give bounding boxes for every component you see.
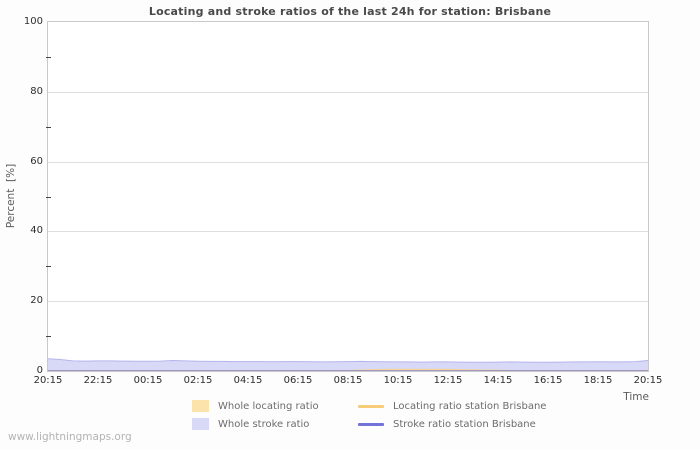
legend-swatch-locating-ratio-station-brisbane	[358, 405, 384, 408]
legend-label: Stroke ratio station Brisbane	[393, 418, 536, 430]
legend-label: Whole stroke ratio	[218, 418, 310, 430]
x-tick-label: 14:15	[483, 375, 513, 386]
plot-area	[47, 21, 649, 372]
x-tick-label: 04:15	[233, 375, 263, 386]
x-tick-label: 20:15	[33, 375, 63, 386]
x-tick-label: 06:15	[283, 375, 313, 386]
legend-swatch-whole-stroke-ratio	[192, 418, 209, 430]
x-tick-label: 10:15	[383, 375, 413, 386]
watermark-text: www.lightningmaps.org	[8, 431, 132, 443]
y-tick-label: 60	[30, 155, 43, 167]
legend-swatch-whole-locating-ratio	[192, 400, 209, 412]
legend-swatch-stroke-ratio-station-brisbane	[358, 423, 384, 426]
x-tick-label: 00:15	[133, 375, 163, 386]
y-tick-label: 40	[30, 225, 43, 237]
plot-canvas	[48, 22, 648, 371]
x-tick-label: 18:15	[583, 375, 613, 386]
x-tick-label: 22:15	[83, 375, 113, 386]
y-tick-label: 0	[36, 365, 43, 376]
legend-label: Locating ratio station Brisbane	[393, 400, 547, 412]
x-tick-label: 12:15	[433, 375, 463, 386]
x-tick-label: 20:15	[633, 375, 663, 386]
legend-row	[192, 415, 546, 433]
x-axis-title: Time	[623, 391, 649, 403]
area-whole-stroke-ratio	[48, 359, 648, 371]
chart-title: Locating and stroke ratios of the last 24h for station: Brisbane	[148, 5, 552, 18]
x-tick-label: 08:15	[333, 375, 363, 386]
series-plot	[48, 22, 648, 371]
x-tick-label: 16:15	[533, 375, 563, 386]
legend-row	[192, 397, 546, 415]
x-tick-label: 02:15	[183, 375, 213, 386]
y-tick-label: 100	[23, 16, 43, 27]
y-axis-title: Percent [%]	[5, 163, 17, 229]
y-axis-tick-labels	[0, 16, 43, 376]
x-axis-tick-labels	[33, 375, 663, 389]
chart-legend	[192, 397, 546, 433]
y-tick-label: 80	[30, 85, 43, 97]
legend-label: Whole locating ratio	[218, 400, 319, 412]
y-tick-label: 20	[30, 295, 43, 307]
